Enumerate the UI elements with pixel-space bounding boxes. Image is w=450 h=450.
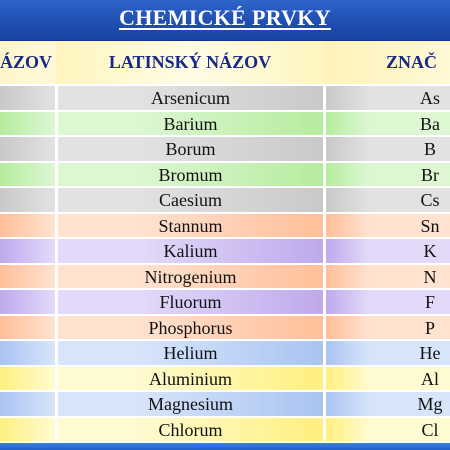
row-latin-name: Aluminium (58, 367, 323, 391)
row-symbol-cell (326, 112, 450, 136)
row-name-cell (0, 163, 55, 187)
row-latin-name: Bromum (58, 163, 323, 187)
row-symbol-cell (326, 86, 450, 110)
row-symbol-cell (326, 367, 450, 391)
table-row (0, 162, 450, 188)
row-symbol-cell (326, 188, 450, 212)
table-row (0, 213, 450, 239)
row-name-cell (0, 392, 55, 416)
table-row (0, 187, 450, 213)
table-body (0, 85, 450, 442)
row-name-cell (0, 290, 55, 314)
row-latin-name: Magnesium (58, 392, 323, 416)
row-name-cell (0, 214, 55, 238)
row-name-cell (0, 265, 55, 289)
row-symbol-cell (326, 392, 450, 416)
row-name-cell (0, 341, 55, 365)
row-name-cell (0, 188, 55, 212)
row-latin-name: Fluorum (58, 290, 323, 314)
row-latin-name: Caesium (58, 188, 323, 212)
row-symbol-cell (326, 316, 450, 340)
row-latin-name: Arsenicum (58, 86, 323, 110)
row-latin-name: Borum (58, 137, 323, 161)
row-latin-name: Helium (58, 341, 323, 365)
row-symbol: Sn (420, 215, 440, 236)
row-symbol: Cs (420, 190, 440, 210)
row-symbol-cell (326, 290, 450, 314)
row-symbol: Al (421, 368, 439, 389)
header-symbol-column: ZNAČ (324, 41, 450, 84)
row-name-cell (0, 86, 55, 110)
row-latin-name: Kalium (58, 239, 323, 263)
title-bar (0, 0, 450, 42)
row-symbol: N (423, 266, 437, 287)
table-row (0, 136, 450, 162)
row-symbol: P (424, 317, 436, 338)
row-latin-name: Nitrogenium (58, 265, 323, 289)
row-name-cell (0, 112, 55, 136)
header-name-label: ÁZOV (0, 52, 53, 72)
row-latin-name: Phosphorus (58, 316, 323, 340)
row-symbol: F (424, 292, 436, 312)
row-symbol-cell (326, 137, 450, 161)
row-symbol: Cl (421, 419, 439, 440)
row-symbol-cell (326, 418, 450, 442)
row-name-cell (0, 367, 55, 391)
row-symbol: Br (421, 164, 439, 185)
row-symbol-cell (326, 239, 450, 263)
row-symbol-cell (326, 163, 450, 187)
footer-bar (0, 443, 450, 450)
row-symbol-cell (326, 341, 450, 365)
row-symbol: K (423, 241, 437, 261)
table-row (0, 238, 450, 264)
page-title: CHEMICKÉ PRVKY (119, 5, 331, 30)
row-latin-name: Stannum (58, 214, 323, 238)
row-latin-name: Chlorum (58, 418, 323, 442)
row-symbol: He (419, 343, 441, 363)
table-row (0, 340, 450, 366)
row-name-cell (0, 316, 55, 340)
row-symbol-cell (326, 265, 450, 289)
table-row (0, 315, 450, 341)
row-name-cell (0, 418, 55, 442)
row-symbol: Ba (420, 113, 440, 134)
row-latin-name: Barium (58, 112, 323, 136)
table-row (0, 366, 450, 392)
table-row (0, 111, 450, 137)
row-symbol: As (419, 88, 441, 108)
table-row (0, 85, 450, 111)
table-row (0, 264, 450, 290)
table-row (0, 289, 450, 315)
header-latin-column: LATINSKÝ NÁZOV (56, 41, 324, 84)
row-symbol: B (423, 139, 437, 159)
table-row (0, 417, 450, 443)
header-name-column (0, 41, 56, 84)
row-name-cell (0, 239, 55, 263)
row-symbol-cell (326, 214, 450, 238)
row-name-cell (0, 137, 55, 161)
row-symbol: Mg (417, 394, 443, 414)
table-row (0, 391, 450, 417)
